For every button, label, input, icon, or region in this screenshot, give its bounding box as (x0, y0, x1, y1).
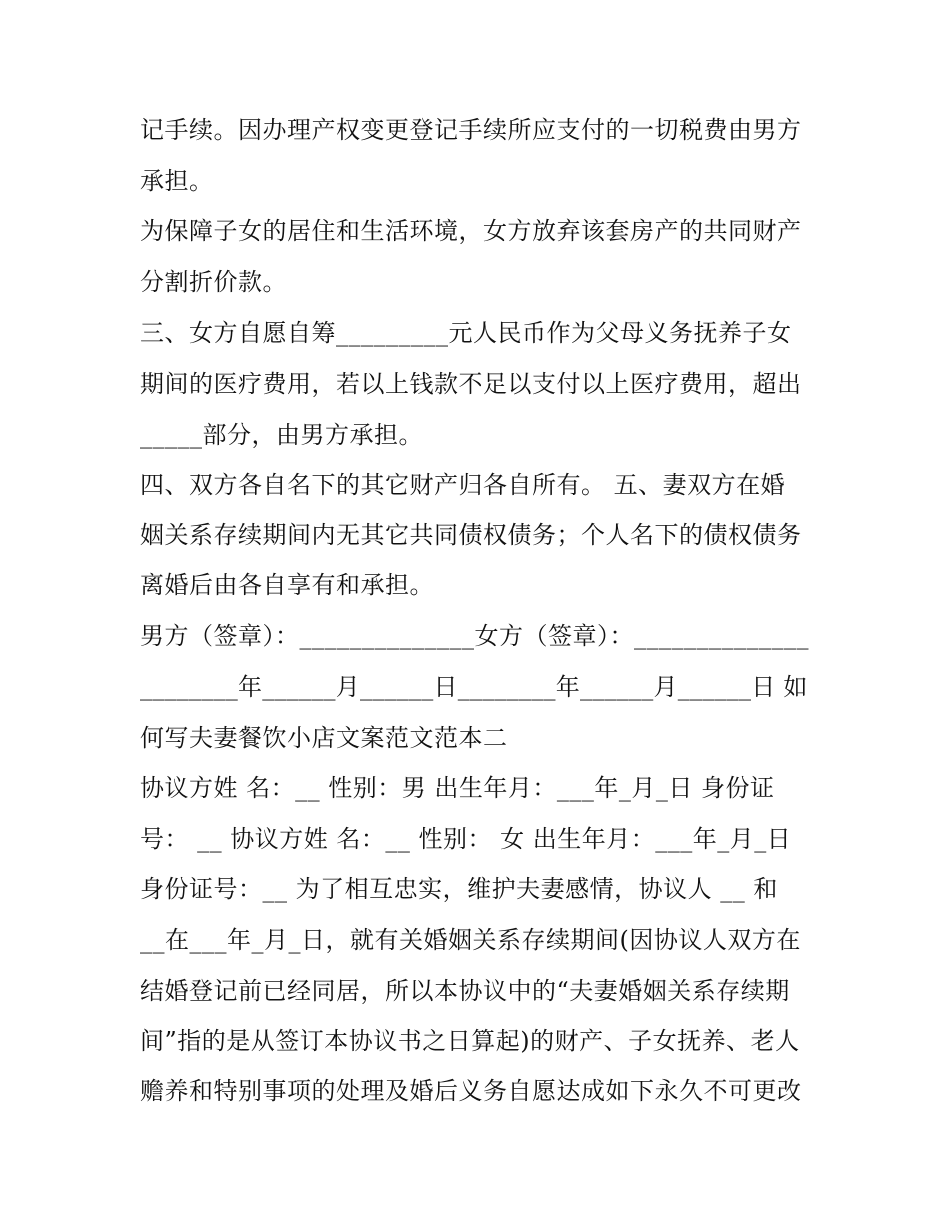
text-line-20: 赡养和特别事项的处理及婚后义务自愿达成如下永久不可更改 (140, 1077, 802, 1105)
text-line-17: __在___年_月_日，就有关婚姻关系存续期间(因协议人双方在 (140, 926, 801, 954)
text-line-6: 期间的医疗费用，若以上钱款不足以支付以上医疗费用，超出 (140, 370, 802, 398)
date-line: ________年______月______日________年______月______日 如 (140, 673, 808, 701)
text-line-2: 承担。 (140, 167, 214, 195)
text-line-18: 结婚登记前已经同居，所以本协议中的“夫妻婚姻关系存续期 (140, 977, 790, 1005)
text-line-3: 为保障子女的居住和生活环境，女方放弃该套房产的共同财产 (140, 217, 802, 245)
text-line-8: 四、双方各自名下的其它财产归各自所有。 五、妻双方在婚 (140, 471, 786, 499)
text-line-1: 记手续。因办理产权变更登记手续所应支付的一切税费由男方 (140, 116, 802, 144)
text-line-15: 号： __ 协议方姓 名：__ 性别： 女 出生年月：___年_月_日 (140, 825, 792, 853)
text-line-16: 身份证号：__ 为了相互忠实，维护夫妻感情，协议人 __ 和 (140, 875, 778, 903)
section-heading: 何写夫妻餐饮小店文案范文范本二 (140, 724, 508, 752)
text-line-9: 姻关系存续期间内无其它共同债权债务；个人名下的债权债务 (140, 521, 802, 549)
text-line-19: 间”指的是从签订本协议书之日算起)的财产、子女抚养、老人 (140, 1027, 800, 1055)
text-line-10: 离婚后由各自享有和承担。 (140, 571, 434, 599)
text-line-7: _____部分，由男方承担。 (140, 421, 423, 449)
signature-line: 男方（签章）：______________女方（签章）：______________ (140, 622, 809, 650)
text-line-14: 协议方姓 名：__ 性别：男 出生年月：___年_月_日 身份证 (140, 774, 775, 802)
text-line-5: 三、女方自愿自筹_________元人民币作为父母义务抚养子女 (140, 319, 792, 347)
text-line-4: 分割折价款。 (140, 268, 287, 296)
